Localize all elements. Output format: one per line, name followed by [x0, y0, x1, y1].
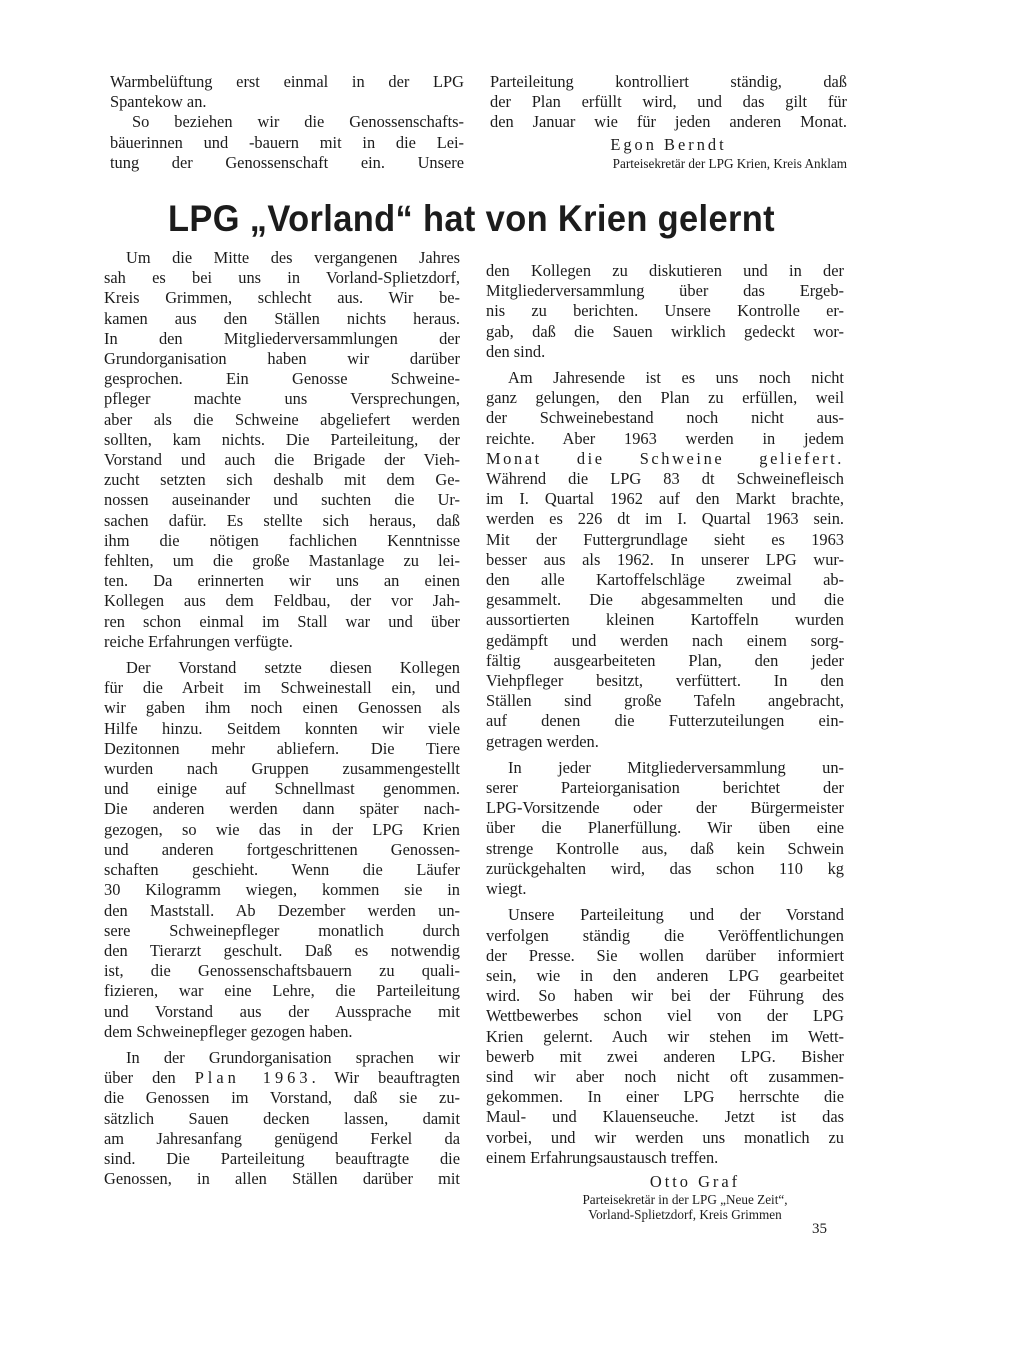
- text-line: den sind.: [486, 341, 546, 361]
- signature-role: Parteisekretär in der LPG „Neue Zeit“,: [582, 1191, 788, 1207]
- text-line: sein, wie in den anderen LPG gearbeitet: [486, 965, 844, 985]
- text-line: kamen aus den Ställen nichts heraus.: [104, 308, 460, 328]
- text-line: sind. Die Parteileitung beauftragte die: [104, 1148, 460, 1168]
- text-line: besser aus als 1962. In unserer LPG wur-: [486, 549, 844, 569]
- text-line: sachen dafür. Es stellte sich heraus, daß: [104, 510, 460, 530]
- text-line: die Genossen im Vorstand, daß sie zu-: [104, 1088, 460, 1108]
- text-line: gesammelt. Die abgesammelten und die: [486, 590, 844, 610]
- text-line: Am Jahresende ist es uns noch nicht: [508, 368, 844, 388]
- text-line: am Jahresanfang genügend Ferkel da: [104, 1128, 460, 1148]
- text-line: Unsere Parteileitung und der Vorstand: [508, 905, 844, 925]
- article-title: LPG „Vorland“ hat von Krien gelernt: [168, 198, 775, 239]
- text-line: den alle Kartoffelschläge zweimal ab-: [486, 570, 844, 590]
- text-line: In der Grundorganisation sprachen wir: [126, 1047, 460, 1067]
- text-line: Mit der Futtergrundlage sieht es 1963: [486, 529, 844, 549]
- text-line: auf denen die Futterzuteilungen ein-: [486, 711, 844, 731]
- text-line: wurden nach Gruppen zusammengestellt: [104, 759, 460, 779]
- text-line: gekommen. In einer LPG herrschte die: [486, 1087, 844, 1107]
- text-line: pfleger machte uns Versprechungen,: [104, 389, 460, 409]
- text-line: reiche Erfahrungen verfügte.: [104, 631, 293, 651]
- text-line: Wettbewerbes schon viel von der LPG: [486, 1006, 844, 1026]
- text-line: der Plan erfüllt wird, und das gilt für: [490, 92, 847, 112]
- text-line: einem Erfahrungsaustausch treffen.: [486, 1147, 719, 1167]
- text-line: und anderen fortgeschrittenen Genossen-: [104, 839, 460, 859]
- text-line: strenge Kontrolle aus, daß kein Schwein: [486, 838, 844, 858]
- text-line: LPG-Vorsitzende oder der Bürgermeister: [486, 798, 844, 818]
- emphasis-text: Plan 1963: [194, 1068, 312, 1088]
- text-line: wir gaben ihm noch einen Genossen als: [104, 698, 460, 718]
- text-line: bewerb mit zwei anderen LPG. Bisher: [486, 1046, 844, 1066]
- signature-role: Parteisekretär der LPG Krien, Kreis Anklam: [612, 155, 847, 171]
- top-left-column: [110, 72, 464, 173]
- text-line: [104, 1068, 460, 1088]
- text-line: Viehpfleger besitzt, verfüttert. In den: [486, 671, 844, 691]
- text-fragment: über den: [104, 1068, 195, 1088]
- text-line: verfolgen ständig die Veröffentlichungen: [486, 925, 844, 945]
- text-line: 30 Kilogramm wiegen, kommen sie in: [104, 880, 460, 900]
- text-line: wiegt.: [486, 879, 527, 899]
- text-line: Krien gelernt. Auch wir stehen im Wett-: [486, 1026, 844, 1046]
- text-line: zucht setzten sich deshalb mit dem Ge-: [104, 470, 460, 490]
- text-line: sollten, kam nichts. Die Parteileitung, der: [104, 429, 460, 449]
- text-line: sind wir aber noch nicht oft zusammen-: [486, 1066, 844, 1086]
- text-line: Parteileitung kontrolliert ständig, daß: [490, 72, 847, 91]
- text-line: ganz gelungen, den Plan zu erfüllen, weil: [486, 388, 844, 408]
- text-line: der Presse. Sie wollen darüber informiert: [486, 945, 844, 965]
- text-line: Kreis Grimmen, schlecht aus. Wir be-: [104, 288, 460, 308]
- text-line: In den Mitgliederversammlungen der: [104, 328, 460, 348]
- text-line: gab, daß die Sauen wirklich gedeckt wor-: [486, 321, 844, 341]
- text-line: sere Schweinepfleger monatlich durch: [104, 920, 460, 940]
- text-line: aber als die Schweine abgeliefert werden: [104, 409, 460, 429]
- text-line: tung der Genossenschaft ein. Unsere: [110, 152, 464, 172]
- text-line: fizieren, war eine Lehre, die Parteileitung: [104, 981, 460, 1001]
- text-line: serer Parteiorganisation berichtet der: [486, 778, 844, 798]
- signature-name: Egon Berndt: [610, 134, 727, 154]
- signature-name: Otto Graf: [649, 1171, 741, 1191]
- text-line: In jeder Mitgliederversammlung un-: [508, 757, 844, 777]
- text-line: Dezitonnen mehr abliefern. Die Tiere: [104, 738, 460, 758]
- text-line: vorbei, und wir werden uns monatlich zu: [486, 1127, 844, 1147]
- text-line: nis zu berichten. Unsere Kontrolle er-: [486, 301, 844, 321]
- text-line: Maul- und Klauenseuche. Jetzt ist das: [486, 1107, 844, 1127]
- text-line: aussortierten kleinen Kartoffeln wurden: [486, 610, 844, 630]
- signature-role: Vorland-Splietzdorf, Kreis Grimmen: [588, 1206, 782, 1222]
- text-line: Während die LPG 83 dt Schweinefleisch: [486, 469, 844, 489]
- text-line: Vorstand und auch die Brigade der Vieh-: [104, 450, 460, 470]
- text-line: Hilfe hinzu. Seitdem konnten wir viele: [104, 718, 460, 738]
- text-line: gedämpft und werden nach einem sorg-: [486, 630, 844, 650]
- text-line: sah es bei uns in Vorland-Splietzdorf,: [104, 268, 460, 288]
- text-line: und einige auf Schnellmast genommen.: [104, 779, 460, 799]
- text-line: So beziehen wir die Genossenschafts-: [132, 112, 464, 132]
- text-line: zurückgehalten wird, das schon 110 kg: [486, 858, 844, 878]
- text-line: und Vorstand aus der Aussprache mit: [104, 1001, 460, 1021]
- article-right-column: [486, 261, 844, 1222]
- text-line: bäuerinnen und -bauern mit in die Lei-: [110, 132, 464, 152]
- text-line: werden es 226 dt im I. Quartal 1963 sein.: [486, 509, 844, 529]
- text-line: für die Arbeit im Schweinestall ein, und: [104, 678, 460, 698]
- text-line: im I. Quartal 1962 auf den Markt brachte,: [486, 489, 844, 509]
- article-left-column: [104, 248, 460, 1189]
- text-line: Mitgliederversammlung über das Ergeb-: [486, 281, 844, 301]
- text-line: den Tierarzt geschult. Daß es notwendig: [104, 940, 460, 960]
- text-line: der Schweinebestand noch nicht aus-: [486, 408, 844, 428]
- text-line: Grundorganisation haben wir darüber: [104, 349, 460, 369]
- text-line: fältig ausgearbeiteten Plan, den jeder: [486, 650, 844, 670]
- text-line: Um die Mitte des vergangenen Jahres: [126, 248, 460, 267]
- text-line: reichte. Aber 1963 werden in jedem: [486, 428, 844, 448]
- text-line: getragen werden.: [486, 731, 599, 751]
- text-line: Genossen, in allen Ställen darüber mit: [104, 1169, 460, 1189]
- text-line: Ställen sind große Tafeln angebracht,: [486, 691, 844, 711]
- text-line: Kollegen aus dem Feldbau, der vor Jah-: [104, 591, 460, 611]
- text-line: Warmbelüftung erst einmal in der LPG: [110, 72, 464, 91]
- text-line: dem Schweinepfleger gezogen haben.: [104, 1021, 353, 1041]
- text-line: schaften geschieht. Wenn die Läufer: [104, 860, 460, 880]
- text-line: nossen auseinander und suchten die Ur-: [104, 490, 460, 510]
- text-line: Der Vorstand setzte diesen Kollegen: [126, 658, 460, 678]
- text-line: gesprochen. Ein Genosse Schweine-: [104, 369, 460, 389]
- text-line: den Maststall. Ab Dezember werden un-: [104, 900, 460, 920]
- text-line: sätzlich Sauen decken lassen, damit: [104, 1108, 460, 1128]
- text-line: Spantekow an.: [110, 92, 207, 112]
- text-line: über die Planerfüllung. Wir üben eine: [486, 818, 844, 838]
- text-line: ren schon einmal im Stall war und über: [104, 611, 460, 631]
- top-right-column: [490, 72, 847, 171]
- text-line: den Kollegen zu diskutieren und in der: [486, 261, 844, 280]
- text-line: wird. So haben wir bei der Führung des: [486, 986, 844, 1006]
- emphasis-line: Monat die Schweine geliefert.: [486, 448, 844, 468]
- page-number: 35: [812, 1221, 827, 1237]
- text-line: ist, die Genossenschaftsbauern zu quali-: [104, 961, 460, 981]
- text-line: ten. Da erinnerten wir uns an einen: [104, 571, 460, 591]
- text-fragment: . Wir beauftragten: [311, 1068, 460, 1088]
- text-line: fehlten, um die große Mastanlage zu lei-: [104, 551, 460, 571]
- text-line: ihm die nötigen fachlichen Kenntnisse: [104, 530, 460, 550]
- text-line: gezogen, so wie das in der LPG Krien: [104, 819, 460, 839]
- text-line: Die anderen werden dann später nach-: [104, 799, 460, 819]
- text-line: den Januar wie für jeden anderen Monat.: [490, 112, 847, 132]
